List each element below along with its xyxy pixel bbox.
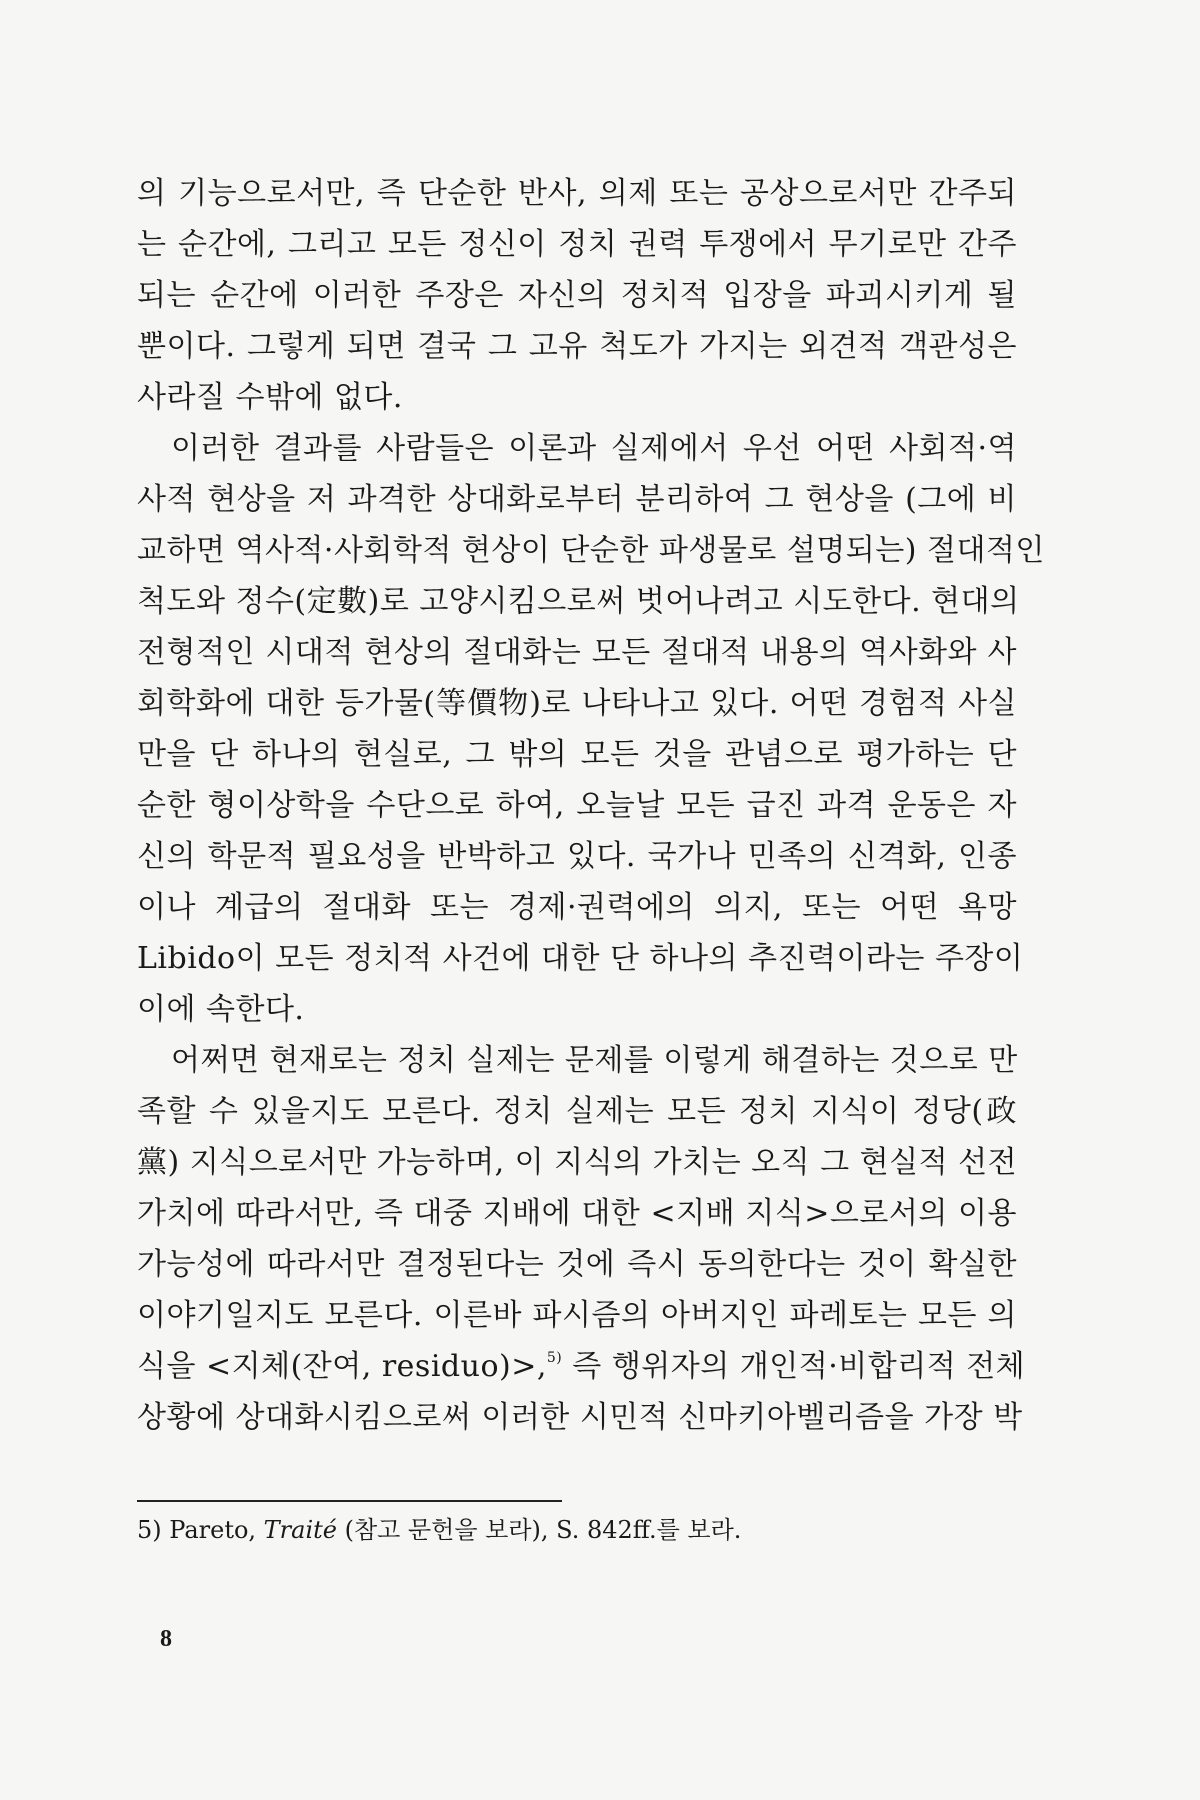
text-segment: 즉 행위자의 개인적·비합리적 전체 [562, 1349, 1026, 1384]
text-line: 이에 속한다. [137, 992, 305, 1027]
footnote-suffix: (참고 문헌을 보라), S. 842ff.를 보라. [336, 1516, 742, 1544]
text-line: 상황에 상대화시킴으로써 이러한 시민적 신마키아벨리즘을 가장 박 [137, 1400, 1023, 1435]
text-line-with-footnote [137, 1341, 1026, 1392]
footnote [137, 1512, 741, 1548]
body-text [137, 168, 1045, 1443]
text-line: 되는 순간에 이러한 주장은 자신의 정치적 입장을 파괴시키게 될 [137, 278, 1017, 313]
text-line: 전형적인 시대적 현상의 절대화는 모든 절대적 내용의 역사화와 사 [137, 635, 1017, 670]
text-line: 의 기능으로서만, 즉 단순한 반사, 의제 또는 공상으로서만 간주되 [137, 176, 1017, 211]
text-line: 순한 형이상학을 수단으로 하여, 오늘날 모든 급진 과격 운동은 자 [137, 788, 1017, 823]
text-line: 이야기일지도 모른다. 이른바 파시즘의 아버지인 파레토는 모든 의 [137, 1298, 1017, 1333]
footnote-title: Traité [263, 1516, 337, 1544]
text-line: 가능성에 따라서만 결정된다는 것에 즉시 동의한다는 것이 확실한 [137, 1247, 1017, 1282]
text-line: Libido이 모든 정치적 사건에 대한 단 하나의 추진력이라는 주장이 [137, 941, 1024, 976]
text-line: 黨) 지식으로서만 가능하며, 이 지식의 가치는 오직 그 현실적 선전 [137, 1145, 1018, 1180]
text-line: 만을 단 하나의 현실로, 그 밖의 모든 것을 관념으로 평가하는 단 [137, 737, 1017, 772]
text-line: 는 순간에, 그리고 모든 정신이 정치 권력 투쟁에서 무기로만 간주 [137, 227, 1017, 262]
text-segment: 식을 <지체(잔여, residuo)>, [137, 1349, 547, 1384]
text-line: 척도와 정수(定數)로 고양시킴으로써 벗어나려고 시도한다. 현대의 [137, 584, 1020, 619]
footnote-marker: 5) [546, 1350, 563, 1366]
footnote-divider [137, 1500, 562, 1502]
text-line: 족할 수 있을지도 모른다. 정치 실제는 모든 정치 지식이 정당(政 [137, 1094, 1017, 1129]
text-line: 가치에 따라서만, 즉 대중 지배에 대한 <지배 지식>으로서의 이용 [137, 1196, 1017, 1231]
text-line: 교하면 역사적·사회학적 현상이 단순한 파생물로 설명되는) 절대적인 [137, 533, 1045, 568]
text-line: 사라질 수밖에 없다. [137, 380, 403, 415]
footnote-prefix: 5) Pareto, [137, 1516, 264, 1544]
text-line: 뿐이다. 그렇게 되면 결국 그 고유 척도가 가지는 외견적 객관성은 [137, 329, 1017, 364]
text-line: 사적 현상을 저 과격한 상대화로부터 분리하여 그 현상을 (그에 비 [137, 482, 1017, 517]
page-number: 8 [160, 1626, 172, 1652]
text-line: 어쩌면 현재로는 정치 실제는 문제를 이렇게 해결하는 것으로 만 [171, 1043, 1018, 1078]
text-line: 이러한 결과를 사람들은 이론과 실제에서 우선 어떤 사회적·역 [171, 431, 1017, 466]
text-line: 이나 계급의 절대화 또는 경제·권력에의 의지, 또는 어떤 욕망 [137, 890, 1017, 925]
text-line: 신의 학문적 필요성을 반박하고 있다. 국가나 민족의 신격화, 인종 [137, 839, 1017, 874]
text-line: 회학화에 대한 등가물(等價物)로 나타나고 있다. 어떤 경험적 사실 [137, 686, 1017, 721]
